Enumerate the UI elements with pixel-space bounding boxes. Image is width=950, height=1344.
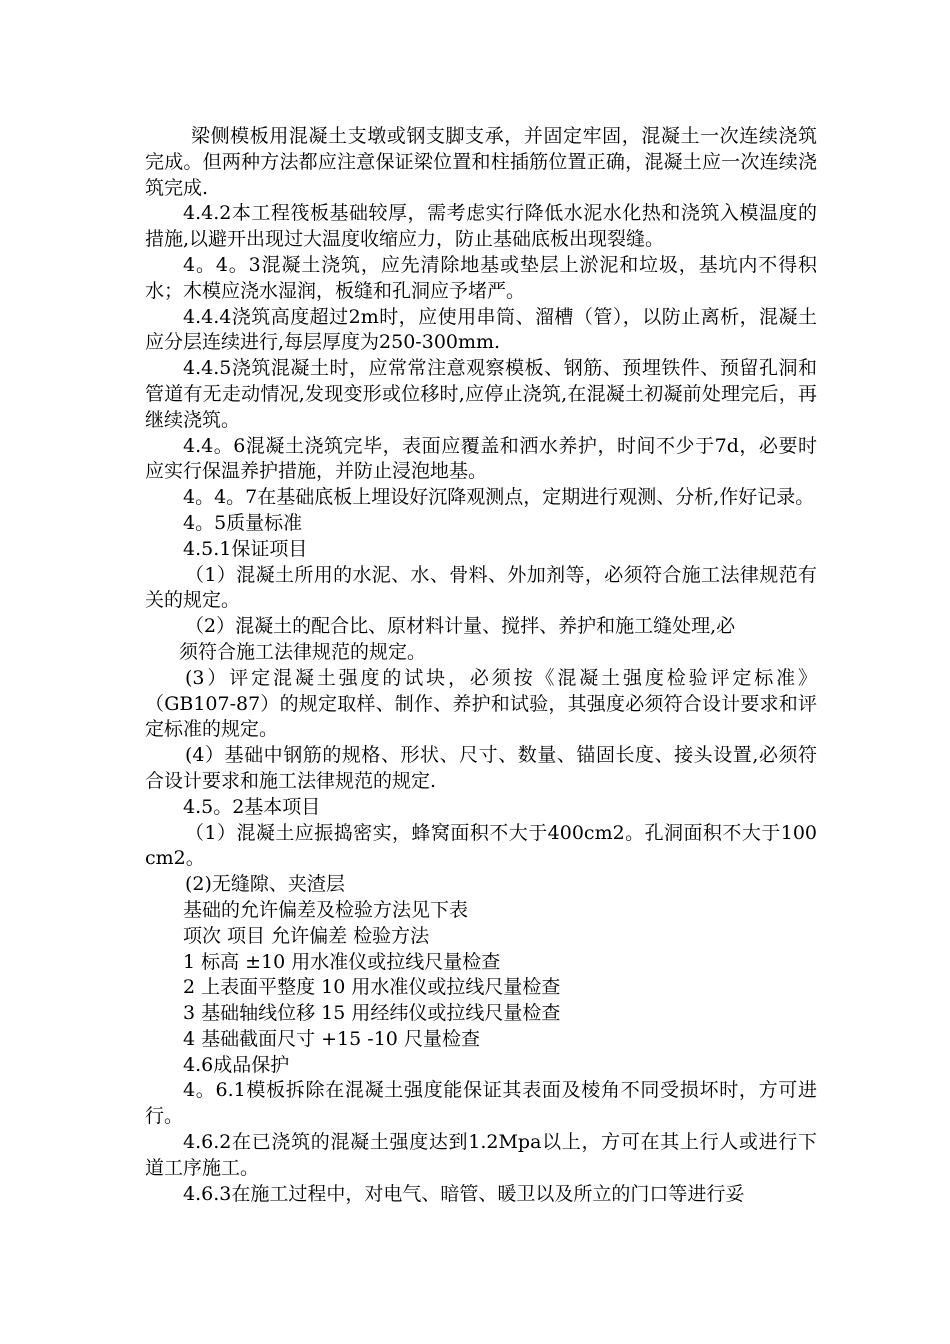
table-row-line: 4 基础截面尺寸 +15 -10 尺量检查 [183, 1027, 480, 1050]
paragraph: 4.4。6混凝土浇筑完毕，表面应覆盖和洒水养护，时间不少于7d，必要时应实行保温养护措施，并防止浸泡地基。 [145, 434, 817, 483]
table-row-line: 2 上表面平整度 10 用水准仪或拉线尺量检查 [183, 976, 561, 999]
paragraph: 梁侧模板用混凝土支墩或钢支脚支承，并固定牢固，混凝土一次连续浇筑完成。但两种方法都应注意保证梁位置和柱插筋位置正确，混凝土应一次连续浇筑完成. [145, 125, 817, 199]
paragraph: 4.6.2在已浇筑的混凝土强度达到1.2Mpa以上，方可在其上行人或进行下道工序施工。 [145, 1131, 817, 1179]
paragraph: 4。4。3混凝土浇筑，应先清除地基或垫层上淤泥和垃圾，基坑内不得积水；木模应浇水湿润，板缝和孔洞应予堵严。 [145, 253, 817, 302]
list-item: (3）评定混凝土强度的试块，必须按《混凝土强度检验评定标准》（GB107-87）的规定取样、制作、养护和试验，其强度必须符合设计要求和评定标准的规定。 [145, 666, 817, 741]
table-row-line: 3 基础轴线位移 15 用经纬仪或拉线尺量检查 [183, 1002, 561, 1025]
list-item-continuation: 须符合施工法律规范的规定。 [179, 640, 427, 663]
paragraph: 4.6.3在施工过程中，对电气、暗管、暖卫以及所立的门口等进行妥 [183, 1182, 745, 1205]
paragraph: 4。6.1模板拆除在混凝土强度能保证其表面及棱角不同受损坏时，方可进行。 [145, 1079, 817, 1128]
paragraph: 4。4。7在基础底板上埋设好沉降观测点，定期进行观测、分析,作好记录。 [183, 486, 815, 509]
paragraph: 4.4.5浇筑混凝土时，应常常注意观察模板、钢筋、预埋铁件、预留孔洞和管道有无走动情况,发现变形或位移时,应停止浇筑,在混凝土初凝前处理完后，再继续浇筑。 [145, 357, 817, 431]
subsection-heading: 4.5。2基本项目 [183, 795, 321, 818]
document-body [145, 124, 817, 1207]
list-item: (4）基础中钢筋的规格、形状、尺寸、数量、锚固长度、接头设置,必须符合设计要求和施工法律规范的规定. [145, 744, 817, 792]
list-item: （1）混凝土所用的水泥、水、骨料、外加剂等，必须符合施工法律规范有关的规定。 [145, 563, 817, 612]
section-heading: 4.6成品保护 [183, 1053, 290, 1076]
table-header-line: 项次 项目 允许偏差 检验方法 [183, 924, 430, 947]
table-caption: 基础的允许偏差及检验方法见下表 [183, 898, 469, 921]
list-item: (2)无缝隙、夹渣层 [185, 873, 345, 896]
paragraph: 4.4.4浇筑高度超过2m时，应使用串筒、溜槽（管），以防止离析，混凝土应分层连续进行,每层厚度为250-300mm. [145, 305, 817, 354]
paragraph: 4.4.2本工程筏板基础较厚，需考虑实行降低水泥水化热和浇筑入模温度的措施,以避开出现过大温度收缩应力，防止基础底板出现裂缝。 [145, 202, 817, 251]
list-item: （2）混凝土的配合比、原材料计量、搅拌、养护和施工缝处理,必 [185, 615, 736, 638]
list-item: （1）混凝土应振捣密实，蜂窝面积不大于400cm2。孔洞面积不大于100 cm2。 [145, 821, 817, 870]
section-heading: 4。5质量标准 [183, 511, 303, 534]
table-row-line: 1 标高 ±10 用水准仪或拉线尺量检查 [183, 950, 501, 973]
subsection-heading: 4.5.1保证项目 [183, 537, 308, 560]
